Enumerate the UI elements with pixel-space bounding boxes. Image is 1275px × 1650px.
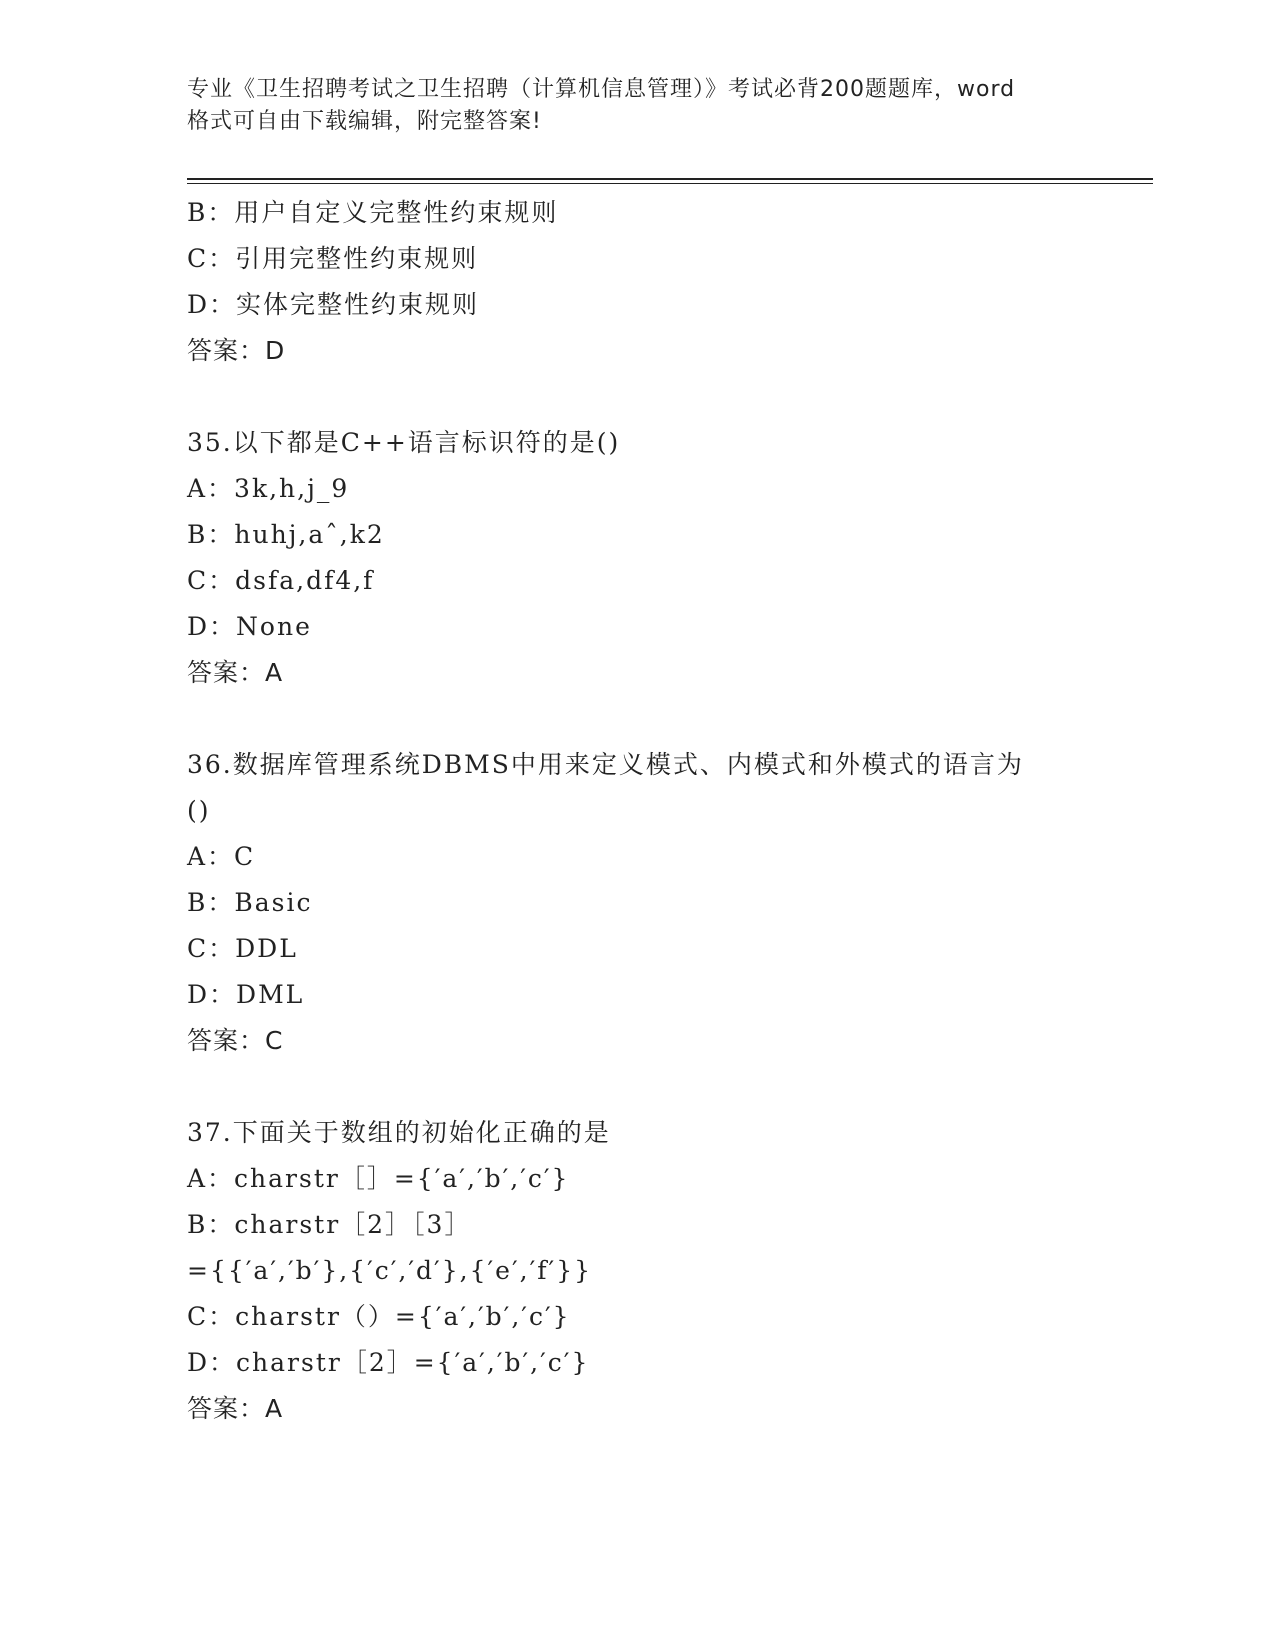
option-b: B：charstr［2］［3］ <box>187 1210 472 1239</box>
option-d: D：DML <box>187 980 305 1009</box>
question-36 <box>187 742 1087 1064</box>
option-c: C：dsfa,df4,f <box>187 566 375 595</box>
option-c: C：引用完整性约束规则 <box>187 244 479 273</box>
option-a: A：C <box>187 842 256 871</box>
question-stem-line-2: () <box>187 796 211 825</box>
spacer <box>187 374 1087 420</box>
option-d: D：None <box>187 612 312 641</box>
spacer <box>187 1064 1087 1110</box>
option-b: B：Basic <box>187 888 313 917</box>
option-a: A：3k,h,j_9 <box>187 474 350 503</box>
document-content <box>187 190 1087 1432</box>
header-rule-thick <box>187 178 1153 180</box>
header-rule-thin <box>187 183 1153 184</box>
question-stem-line-1: 36.数据库管理系统DBMS中用来定义模式、内模式和外模式的语言为 <box>187 750 1024 779</box>
option-b: B：huhj,aˆ,k2 <box>187 520 385 549</box>
option-b: B：用户自定义完整性约束规则 <box>187 198 559 227</box>
question-35 <box>187 420 1087 696</box>
answer-line: 答案：A <box>187 658 284 687</box>
header-line-1: 专业《卫生招聘考试之卫生招聘（计算机信息管理）》考试必背200题题库，word <box>187 77 1016 102</box>
header-line-2: 格式可自由下载编辑，附完整答案! <box>187 109 542 134</box>
answer-line: 答案：A <box>187 1394 284 1423</box>
question-37 <box>187 1110 1087 1432</box>
question-34-continuation <box>187 190 1087 374</box>
question-stem: 35.以下都是C++语言标识符的是() <box>187 428 621 457</box>
option-d: D：charstr［2］={′a′,′b′,′c′} <box>187 1348 590 1377</box>
option-c: C：DDL <box>187 934 298 963</box>
document-header <box>187 74 1087 138</box>
option-c: C：charstr（）={′a′,′b′,′c′} <box>187 1302 571 1331</box>
spacer <box>187 696 1087 742</box>
answer-line: 答案：C <box>187 1026 284 1055</box>
answer-line: 答案：D <box>187 336 286 365</box>
option-d: D：实体完整性约束规则 <box>187 290 480 319</box>
question-stem: 37.下面关于数组的初始化正确的是 <box>187 1118 611 1147</box>
option-b-continuation: ={{′a′,′b′},{′c′,′d′},{′e′,′f′}} <box>187 1256 593 1285</box>
option-a: A：charstr［］={′a′,′b′,′c′} <box>187 1164 570 1193</box>
